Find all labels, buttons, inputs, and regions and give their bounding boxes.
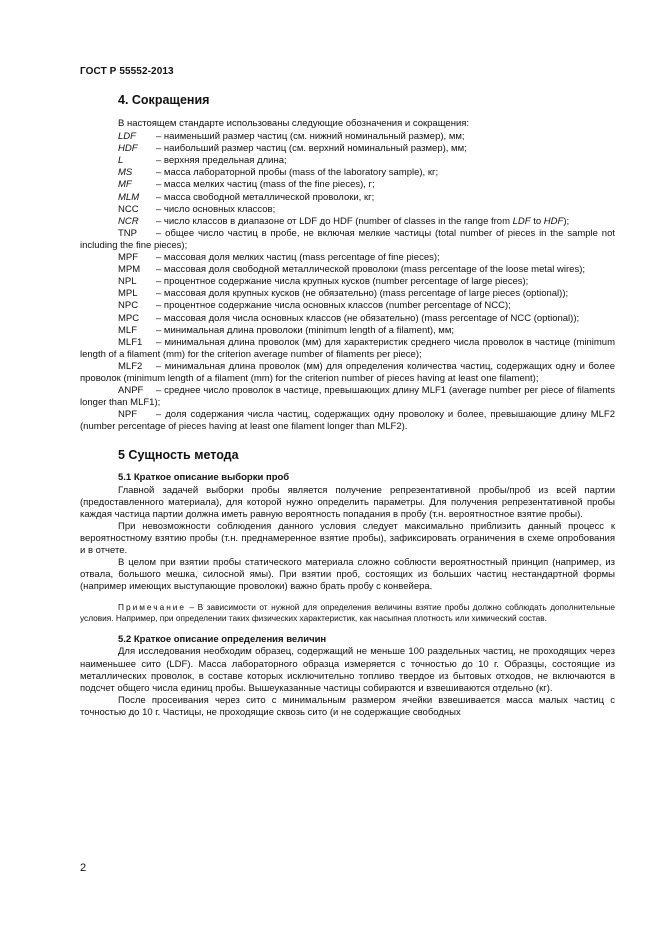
definition-desc: – масса лабораторной пробы (mass of the laboratory sample), кг;: [156, 167, 439, 179]
definition-term: MLF1: [118, 336, 143, 348]
definition-desc: – процентное содержание числа основных классов (number percentage of NCC);: [156, 300, 511, 312]
definition-item: [80, 264, 615, 276]
definition-desc: – минимальная длина проволок (мм) для характеристик среднего числа проволок в частице (minimum length of a filament (mm) for the criterion average number of filaments per piece);: [80, 336, 615, 360]
page-number: 2: [80, 862, 87, 874]
definition-term: TNP: [118, 227, 137, 239]
definition-desc: – процентное содержание числа крупных кусков (number percentage of large pieces);: [156, 276, 529, 288]
definition-term: NCC: [118, 203, 139, 215]
paragraph: В целом при взятии пробы статического материала сложно соблюсти вероятностный принцип (например, из отвала, большого мешка, силосной ямы). При взятии проб, состоящих из больших частиц нестандартной формы (например имеющих выступающие проволоки) важно брать пробу с конвейера.: [80, 557, 615, 593]
section-5-title: 5 Сущность метода: [118, 448, 239, 463]
definition-desc: );: [563, 215, 570, 227]
definition-term: MF: [118, 179, 132, 191]
definition-item: [80, 216, 615, 228]
definition-item: [80, 325, 615, 337]
definition-desc: – наименьший размер частиц (см. нижний номинальный размер), мм;: [156, 131, 465, 143]
definition-item: [80, 179, 615, 191]
definition-desc-italic: LDF: [512, 215, 531, 227]
definition-term: HDF: [118, 143, 138, 155]
definition-desc: – минимальная длина проволоки (minimum length of a filament), мм;: [156, 324, 455, 336]
definition-desc: – масса мелких частиц (mass of the fine pieces), г;: [156, 179, 375, 191]
note-label: Примечание: [118, 602, 187, 613]
definition-term: MLM: [118, 191, 140, 203]
definition-item: [80, 276, 615, 288]
definition-term: MLF2: [118, 360, 143, 372]
subsection-5-1-title: 5.1 Краткое описание выборки проб: [118, 472, 290, 484]
definition-desc: – доля содержания числа частиц, содержащих одну проволоку и более, превышающие длину MLF2 (number percentage of pieces having at least one filament longer than MLF2).: [80, 409, 615, 433]
definition-term: NPC: [118, 300, 139, 312]
definition-term: L: [118, 155, 124, 167]
definition-item: [80, 228, 615, 252]
definition-desc: – массовая доля крупных кусков (не обязательно) (mass percentage of large pieces (optional));: [156, 288, 569, 300]
definition-term: MPL: [118, 288, 138, 300]
definition-desc: – наибольший размер частиц (см. верхний номинальный размер), мм;: [156, 143, 467, 155]
definition-item: [80, 252, 615, 264]
definition-item: [80, 131, 615, 143]
paragraph: При невозможности соблюдения данного условия следует максимально приблизить данный процесс к вероятностному взятию пробы (т.н. преднамеренное взятие пробы), зафиксировать ограничения в схеме опробования и в отчете.: [80, 520, 615, 556]
definition-desc: – минимальная длина проволок (мм) для определения количества частиц, содержащих одну и более проволок (minimum length of a filament (mm) for the criterion number of pieces having at least one filament);: [80, 360, 615, 384]
definition-term: NCR: [118, 215, 139, 227]
definition-item: [80, 409, 615, 433]
definition-desc: – массовая доля свободной металлической проволоки (mass percentage of the loose metal wires);: [156, 264, 586, 276]
definition-item: [80, 288, 615, 300]
definition-term: MPC: [118, 312, 140, 324]
definition-desc: – среднее число проволок в частице, превышающих длину MLF1 (average number per piece of filaments longer than MLF1);: [80, 385, 615, 409]
definition-item: [80, 337, 615, 361]
definition-term: MLF: [118, 324, 137, 336]
definition-term: NPL: [118, 276, 137, 288]
definition-desc: – массовая доля числа основных классов (не обязательно) (mass percentage of NCC (optional));: [156, 312, 580, 324]
paragraph: Главной задачей выборки пробы является получение репрезентативной пробы/проб из всей партии (предоставленного материала), для которой нужно определить параметры. Для получения репрезентативной пробы каждая частица партии должна иметь равную вероятность попадания в пробу (т.н. вероятностное взятие пробы).: [80, 484, 615, 520]
definition-term: MPM: [118, 264, 141, 276]
document-body: [80, 92, 615, 719]
definition-desc: – общее число частиц в пробе, не включая мелкие частицы (total number of pieces in the sample not including the fine pieces);: [80, 227, 615, 251]
definition-desc: – верхняя предельная длина;: [156, 155, 287, 167]
definition-desc: – число классов в диапазоне от LDF до HDF (number of classes in the range from: [156, 215, 513, 227]
definition-item: [80, 313, 615, 325]
definition-item: [80, 155, 615, 167]
definition-desc: – массовая доля мелких частиц (mass percentage of fine pieces);: [156, 252, 440, 264]
abbreviation-list: [80, 131, 615, 433]
standard-header: ГОСТ Р 55552-2013: [80, 66, 174, 77]
definition-item: [80, 361, 615, 385]
paragraph: После просеивания через сито с минимальным размером ячейки взвешивается масса малых частиц с точностью до 10 г. Частицы, не проходящие сквозь сито (и не содержащие свободных: [80, 694, 615, 718]
paragraph: Для исследования необходим образец, содержащий не меньше 100 раздельных частиц, не проходящих через наименьшее сито (LDF). Масса лабораторного образца измеряется с точностью до 10 г. Образцы, состоящие из металлических проволок, в составе которых исключительно топливо твердое из бытовых отходов, не включаются в подсчет общего числа единиц пробы. Вышеуказанные частицы собираются и взвешиваются отдельно (кг).: [80, 646, 615, 694]
subsection-5-2-title: 5.2 Краткое описание определения величин: [118, 634, 327, 646]
section-4-title: 4. Сокращения: [118, 93, 210, 107]
definition-term: MS: [118, 167, 133, 179]
definition-item: [80, 300, 615, 312]
definition-term: NPF: [118, 409, 137, 421]
definition-desc: – число основных классов;: [156, 203, 276, 215]
note: [80, 602, 615, 624]
definition-item: [80, 204, 615, 216]
definition-item: [80, 167, 615, 179]
definition-desc: to: [530, 215, 544, 227]
definition-desc: – масса свободной металлической проволоки, кг;: [156, 191, 375, 203]
definition-item: [80, 385, 615, 409]
definition-item: [80, 192, 615, 204]
definition-term: ANPF: [118, 385, 144, 397]
definition-term: LDF: [118, 131, 136, 143]
definition-term: MPF: [118, 252, 139, 264]
note-text: – В зависимости от нужной для определения величины взятие пробы должно соблюдать дополнительные условия. Например, при определении таких физических характеристик, как насыпная плотность или химический состав.: [80, 602, 615, 624]
section-4-intro: В настоящем стандарте использованы следующие обозначения и сокращения:: [118, 118, 470, 129]
definition-desc-italic: HDF: [543, 215, 564, 227]
definition-item: [80, 143, 615, 155]
